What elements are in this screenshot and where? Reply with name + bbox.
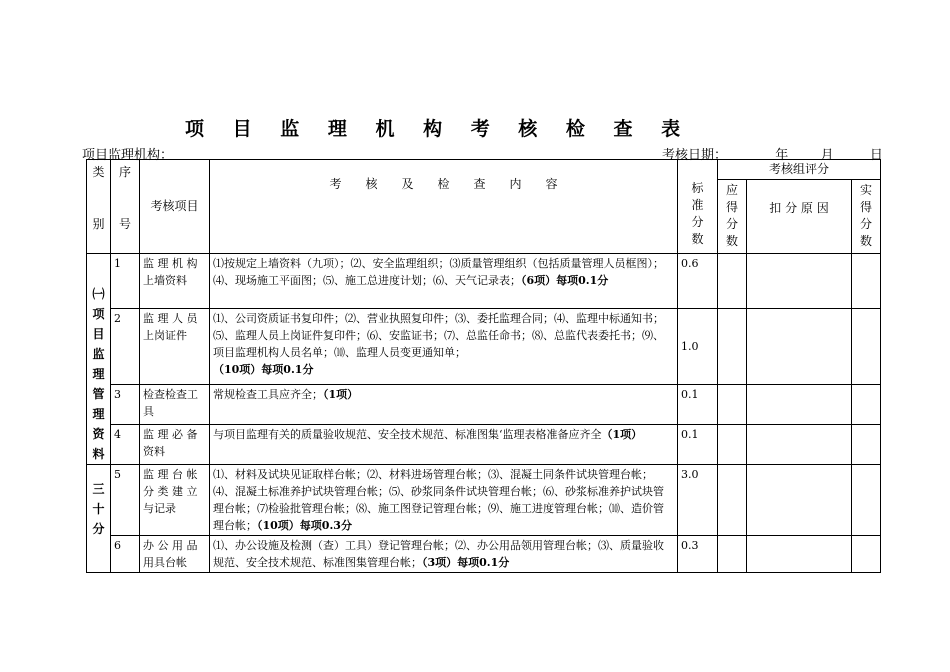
row-standard: 0.1 bbox=[678, 424, 718, 464]
row-content: ⑴按规定上墙资料（九项）；⑵、安全监理组织；⑶质量管理组织（包括质量管理人员框图）；⑷、现场施工平面图；⑸、施工总进度计划；⑹、天气记录表；（6项）每项0.1分 bbox=[210, 254, 678, 309]
row-content: ⑴、公司资质证书复印件；⑵、营业执照复印件；⑶、委托监理合同；⑷、监理中标通知书；⑸、监理人员上岗证件复印件；⑹、安监证书；⑺、总监任命书；⑻、总监代表委托书；⑼、项目监理机构人员名单；⑽、监理人员变更通知单； （10项）每项0.1分 bbox=[210, 309, 678, 385]
row-standard: 3.0 bbox=[678, 465, 718, 536]
header-seq: 序 号 bbox=[111, 160, 140, 254]
row-item: 办 公 用 品用具台帐 bbox=[140, 536, 210, 573]
table-row bbox=[87, 536, 881, 573]
row-item: 监 理 台 帐分 类 建 立与记录 bbox=[140, 465, 210, 536]
header-should: 应得分数 bbox=[718, 180, 747, 254]
row-standard: 0.1 bbox=[678, 385, 718, 424]
row-seq: 1 bbox=[111, 254, 140, 309]
header-category: 类 别 bbox=[87, 160, 111, 254]
header-actual: 实得分数 bbox=[852, 180, 881, 254]
row-seq: 4 bbox=[111, 424, 140, 464]
date-month: 月 bbox=[820, 148, 834, 163]
row-item: 监 理 机 构上墙资料 bbox=[140, 254, 210, 309]
row-item: 监 理 必 备资料 bbox=[140, 424, 210, 464]
row-seq: 2 bbox=[111, 309, 140, 385]
page-title: 项 目 监 理 机 构 考 核 检 查 表 bbox=[185, 118, 692, 140]
row-item: 检查检查工具 bbox=[140, 385, 210, 424]
org-label: 项目监理机构： bbox=[82, 148, 174, 163]
row-content: ⑴、办公设施及检测（查）工具）登记管理台帐；⑵、办公用品领用管理台帐；⑶、质量验收规范、安全技术规范、标准图集管理台帐；（3项）每项0.1分 bbox=[210, 536, 678, 573]
row-content: 常规检查工具应齐全；（1项） bbox=[210, 385, 678, 424]
date-day: 日 bbox=[869, 148, 883, 163]
header-reason: 扣 分 原 因 bbox=[747, 180, 852, 254]
table-row bbox=[87, 424, 881, 464]
row-content: ⑴、材料及试块见证取样台帐；⑵、材料进场管理台帐；⑶、混凝土同条件试块管理台帐；⑷、混凝土标准养护试块管理台帐；⑸、砂浆同条件试块管理台帐；⑹、砂浆标准养护试块管理台帐；⑺检验批管理台帐；⑻、施工图登记管理台帐；⑼、施工进度管理台帐；⑽、造价管理台帐；（10项）每项0.3分 bbox=[210, 465, 678, 536]
inspection-table bbox=[86, 159, 881, 573]
row-seq: 6 bbox=[111, 536, 140, 573]
row-item: 监 理 人 员上岗证件 bbox=[140, 309, 210, 385]
table-row bbox=[87, 465, 881, 536]
date-label: 考核日期： bbox=[662, 148, 728, 163]
header-item: 考核项目 bbox=[140, 160, 210, 254]
header-content: 考 核 及 检 查 内 容 bbox=[210, 160, 678, 254]
table-row bbox=[87, 309, 881, 385]
category-part2: 三十分 bbox=[87, 465, 111, 573]
row-standard: 1.0 bbox=[678, 309, 718, 385]
table-row bbox=[87, 385, 881, 424]
date-year: 年 bbox=[775, 148, 789, 163]
category-part1: ㈠项目监理管理资料 bbox=[87, 254, 111, 465]
header-standard: 标准分数 bbox=[678, 160, 718, 254]
table-row bbox=[87, 254, 881, 309]
row-standard: 0.3 bbox=[678, 536, 718, 573]
header-group: 考核组评分 bbox=[718, 160, 881, 180]
row-seq: 5 bbox=[111, 465, 140, 536]
row-content: 与项目监理有关的质量验收规范、安全技术规范、标准图集‘监理表格准备应齐全（1项） bbox=[210, 424, 678, 464]
row-standard: 0.6 bbox=[678, 254, 718, 309]
row-seq: 3 bbox=[111, 385, 140, 424]
